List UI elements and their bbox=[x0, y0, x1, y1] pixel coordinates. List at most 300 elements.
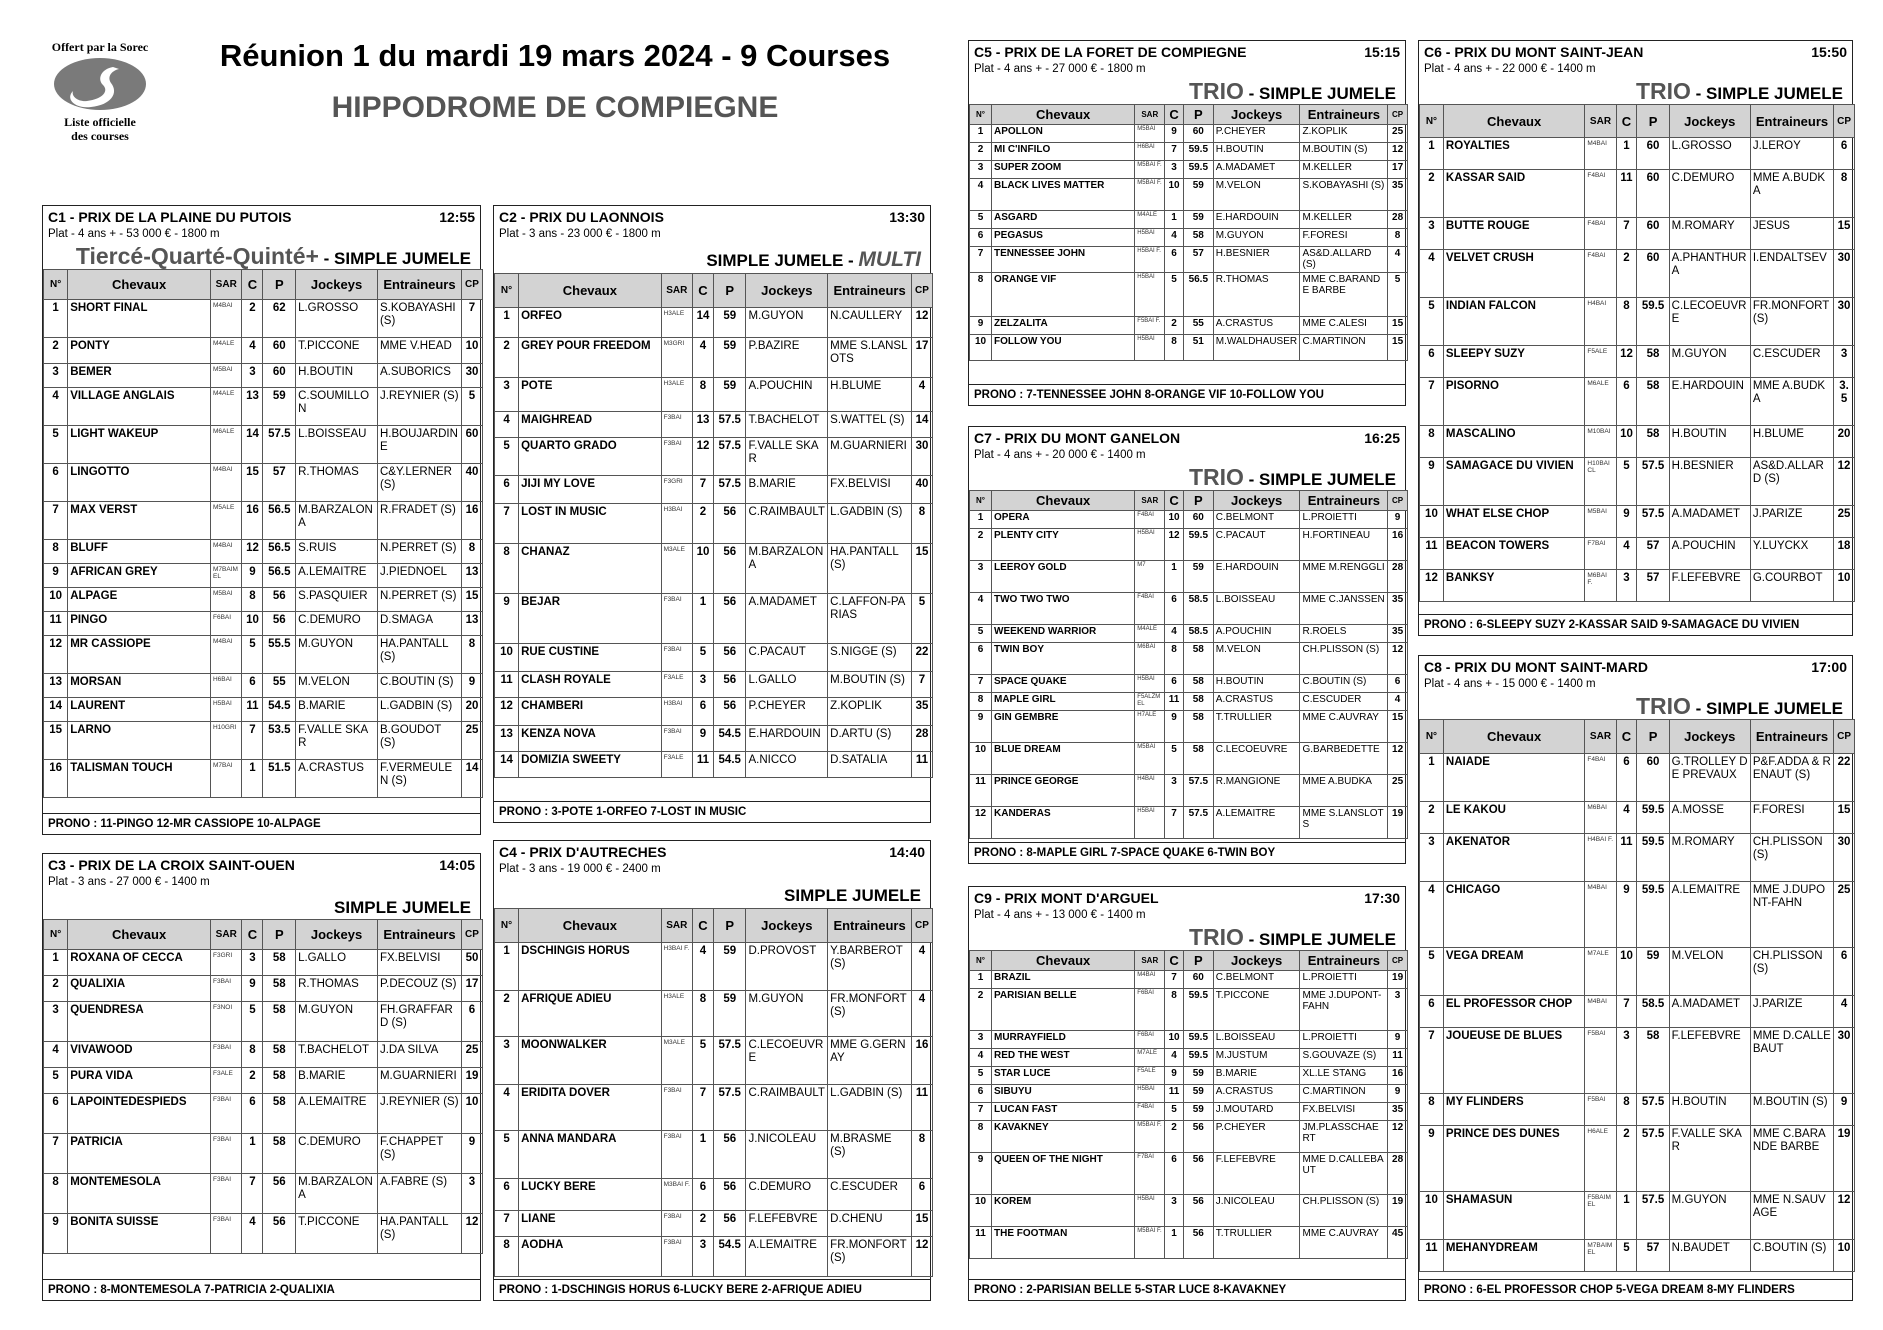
stall: 5 bbox=[692, 1037, 713, 1085]
sex-age-coat: H5BAI bbox=[1135, 229, 1165, 247]
trainer: MME J.DUPONT-FAHN bbox=[1750, 882, 1833, 948]
weight: 60 bbox=[1637, 250, 1669, 298]
runner-number: 10 bbox=[970, 743, 992, 775]
race-time: 12:55 bbox=[439, 209, 475, 225]
col-header-num: N° bbox=[1420, 720, 1444, 754]
col-header-trainer: Entraineurs bbox=[1300, 491, 1388, 511]
jockey: B.MARIE bbox=[1213, 1067, 1300, 1085]
sex-age-coat: M4ALE bbox=[1135, 625, 1165, 643]
horse-name: ORANGE VIF bbox=[992, 273, 1135, 317]
race-card-c3 bbox=[42, 853, 481, 1301]
weight: 60 bbox=[1637, 170, 1669, 218]
runners-table bbox=[43, 269, 483, 798]
odds: 11 bbox=[911, 752, 932, 778]
prono: PRONO : 3-POTE 1-ORFEO 7-LOST IN MUSIC bbox=[494, 801, 930, 822]
col-header-sar: SAR bbox=[1585, 720, 1616, 754]
stall: 3 bbox=[1165, 1195, 1184, 1227]
odds: 7 bbox=[911, 672, 932, 698]
weight: 56 bbox=[713, 1211, 746, 1237]
sorec-logo bbox=[40, 40, 160, 158]
jockey: P.CHEYER bbox=[746, 698, 828, 726]
stall: 5 bbox=[1165, 743, 1184, 775]
runner-number: 10 bbox=[495, 644, 519, 672]
col-header-c: C bbox=[1165, 105, 1184, 125]
stall: 12 bbox=[1616, 346, 1637, 378]
runner-number: 6 bbox=[970, 1085, 992, 1103]
odds: 15 bbox=[1834, 218, 1855, 250]
weight: 57.5 bbox=[263, 426, 296, 464]
weight: 56.5 bbox=[263, 564, 296, 588]
horse-name: CLASH ROYALE bbox=[519, 672, 662, 698]
weight: 59 bbox=[1183, 561, 1213, 593]
trainer: Y.LUYCKX bbox=[1750, 538, 1833, 570]
horse-name: BRAZIL bbox=[992, 971, 1135, 989]
runner-row bbox=[1420, 458, 1855, 506]
odds: 4 bbox=[1834, 996, 1855, 1028]
runner-row bbox=[970, 743, 1408, 775]
jockey: C.RAIMBAULT bbox=[746, 504, 828, 544]
horse-name: LOST IN MUSIC bbox=[519, 504, 662, 544]
jockey: L.GALLO bbox=[296, 950, 378, 976]
trainer: FR.MONFORT (S) bbox=[1750, 298, 1833, 346]
runner-number: 12 bbox=[1420, 570, 1444, 602]
sex-age-coat: M5BAI bbox=[210, 588, 242, 612]
sex-age-coat: M4ALE bbox=[210, 388, 242, 426]
runner-number: 12 bbox=[970, 807, 992, 839]
prono: PRONO : 6-SLEEPY SUZY 2-KASSAR SAID 9-SAMAGACE DU VIVIEN bbox=[1419, 614, 1852, 635]
odds: 15 bbox=[1388, 317, 1408, 335]
runner-row bbox=[970, 989, 1408, 1031]
runner-number: 11 bbox=[970, 1227, 992, 1259]
horse-name: LAPOINTEDESPIEDS bbox=[68, 1094, 211, 1134]
jockey: C.BELMONT bbox=[1213, 971, 1300, 989]
col-header-trainer: Entraineurs bbox=[1300, 951, 1388, 971]
runner-number: 4 bbox=[495, 412, 519, 438]
sex-age-coat: F7BAI bbox=[1585, 538, 1616, 570]
odds: 7 bbox=[461, 300, 482, 338]
runner-row bbox=[970, 1153, 1408, 1195]
sex-age-coat: F3GRI bbox=[661, 476, 692, 504]
runner-row bbox=[1420, 346, 1855, 378]
bet-main: TRIO bbox=[1188, 78, 1244, 104]
race-name: C3 - PRIX DE LA CROIX SAINT-OUEN bbox=[48, 857, 295, 873]
runner-number: 1 bbox=[1420, 754, 1444, 802]
jockey: R.MANGIONE bbox=[1213, 775, 1300, 807]
stall: 9 bbox=[1616, 506, 1637, 538]
odds: 5 bbox=[911, 594, 932, 644]
runner-number: 6 bbox=[495, 1179, 519, 1211]
odds: 30 bbox=[1834, 298, 1855, 346]
stall: 1 bbox=[692, 1131, 713, 1179]
table-header-row bbox=[970, 105, 1408, 125]
jockey: J.MOUTARD bbox=[1213, 1103, 1300, 1121]
runner-row bbox=[495, 1037, 933, 1085]
horse-name: DOMIZIA SWEETY bbox=[519, 752, 662, 778]
horse-name: PATRICIA bbox=[68, 1134, 211, 1174]
weight: 57.5 bbox=[713, 412, 746, 438]
runner-number: 2 bbox=[970, 143, 992, 161]
runner-row bbox=[44, 1068, 483, 1094]
odds: 3 bbox=[1388, 989, 1408, 1031]
race-name: C4 - PRIX D'AUTRECHES bbox=[499, 844, 667, 860]
weight: 56 bbox=[713, 544, 746, 594]
odds: 5 bbox=[1388, 273, 1408, 317]
stall: 9 bbox=[1165, 125, 1184, 143]
jockey: F.LEFEBVRE bbox=[1669, 570, 1750, 602]
runner-row bbox=[495, 308, 933, 338]
trainer: J.LEROY bbox=[1750, 138, 1833, 170]
race-info: Plat - 3 ans - 27 000 € - 1400 m bbox=[48, 876, 210, 888]
horse-name: TWIN BOY bbox=[992, 643, 1135, 675]
jockey: M.GUYON bbox=[296, 1002, 378, 1042]
runner-number: 3 bbox=[1420, 834, 1444, 882]
runner-row bbox=[970, 1103, 1408, 1121]
trainer: S.KOBAYASHI (S) bbox=[377, 300, 461, 338]
stall: 8 bbox=[692, 991, 713, 1037]
trainer: L.PROIETTI bbox=[1300, 971, 1388, 989]
horse-name: PLENTY CITY bbox=[992, 529, 1135, 561]
prono: PRONO : 1-DSCHINGIS HORUS 6-LUCKY BERE 2-AFRIQUE ADIEU bbox=[494, 1279, 930, 1300]
stall: 1 bbox=[1616, 1192, 1637, 1240]
stall: 10 bbox=[1616, 426, 1637, 458]
horse-name: LUCAN FAST bbox=[992, 1103, 1135, 1121]
runner-number: 5 bbox=[44, 426, 68, 464]
trainer: S.NIGGE (S) bbox=[828, 644, 912, 672]
stall: 3 bbox=[692, 1237, 713, 1277]
stall: 4 bbox=[692, 338, 713, 378]
race-time: 16:25 bbox=[1364, 430, 1400, 446]
odds: 25 bbox=[1388, 775, 1408, 807]
jockey: A.MADAMET bbox=[746, 594, 828, 644]
weight: 59.5 bbox=[1637, 882, 1669, 948]
weight: 58.5 bbox=[1637, 996, 1669, 1028]
trainer: MME A.BUDKA bbox=[1750, 378, 1833, 426]
stall: 6 bbox=[1616, 754, 1637, 802]
stall: 2 bbox=[1165, 1121, 1184, 1153]
trainer: C.LAFFON-PARIAS bbox=[828, 594, 912, 644]
runner-number: 12 bbox=[495, 698, 519, 726]
runner-number: 4 bbox=[970, 1049, 992, 1067]
col-header-num: N° bbox=[44, 270, 68, 300]
runner-row bbox=[44, 1214, 483, 1254]
col-header-trainer: Entraineurs bbox=[828, 274, 912, 308]
runner-number: 3 bbox=[44, 1002, 68, 1042]
trainer: C.MARTINON bbox=[1300, 335, 1388, 361]
horse-name: KAVAKNEY bbox=[992, 1121, 1135, 1153]
horse-name: AODHA bbox=[519, 1237, 662, 1277]
sex-age-coat: H3ALE bbox=[661, 308, 692, 338]
sex-age-coat: M4ALE bbox=[1135, 211, 1165, 229]
sex-age-coat: M3ALE bbox=[661, 1037, 692, 1085]
odds: 9 bbox=[1388, 1085, 1408, 1103]
runner-number: 1 bbox=[1420, 138, 1444, 170]
trainer: N.PERRET (S) bbox=[377, 588, 461, 612]
horse-name: MY FLINDERS bbox=[1443, 1094, 1585, 1126]
runner-row bbox=[970, 675, 1408, 693]
odds: 12 bbox=[461, 1214, 482, 1254]
runner-row bbox=[44, 698, 483, 722]
col-header-jockey: Jockeys bbox=[1213, 491, 1300, 511]
weight: 58.5 bbox=[1183, 625, 1213, 643]
trainer: G.COURBOT bbox=[1750, 570, 1833, 602]
odds: 12 bbox=[1388, 743, 1408, 775]
weight: 57.5 bbox=[713, 1037, 746, 1085]
weight: 55.5 bbox=[263, 636, 296, 674]
jockey: M.GUYON bbox=[1669, 346, 1750, 378]
odds: 30 bbox=[1834, 834, 1855, 882]
runner-number: 11 bbox=[1420, 1240, 1444, 1272]
horse-name: NAIADE bbox=[1443, 754, 1585, 802]
prono: PRONO : 11-PINGO 12-MR CASSIOPE 10-ALPAGE bbox=[43, 813, 480, 834]
runner-row bbox=[44, 976, 483, 1002]
horse-name: GREY POUR FREEDOM bbox=[519, 338, 662, 378]
weight: 51 bbox=[1183, 335, 1213, 361]
odds: 22 bbox=[1834, 754, 1855, 802]
weight: 56 bbox=[713, 1179, 746, 1211]
horse-name: CHICAGO bbox=[1443, 882, 1585, 948]
race-name: C6 - PRIX DU MONT SAINT-JEAN bbox=[1424, 44, 1644, 60]
sex-age-coat: M7BAIM EL bbox=[1585, 1240, 1616, 1272]
bet-multi: MULTI bbox=[858, 248, 921, 271]
runner-row bbox=[495, 991, 933, 1037]
odds: 30 bbox=[1834, 1028, 1855, 1094]
runner-row bbox=[970, 161, 1408, 179]
runner-number: 2 bbox=[495, 338, 519, 378]
runner-row bbox=[970, 1085, 1408, 1103]
col-header-trainer: Entraineurs bbox=[377, 270, 461, 300]
col-header-horse: Chevaux bbox=[519, 909, 662, 943]
trainer: D.SMAGA bbox=[377, 612, 461, 636]
odds: 17 bbox=[911, 338, 932, 378]
runner-number: 7 bbox=[44, 502, 68, 540]
col-header-cp: CP bbox=[1388, 105, 1408, 125]
weight: 56 bbox=[1183, 1153, 1213, 1195]
stall: 5 bbox=[1616, 458, 1637, 506]
sex-age-coat: M3ALE bbox=[661, 544, 692, 594]
stall: 2 bbox=[242, 1068, 263, 1094]
runner-row bbox=[44, 540, 483, 564]
sex-age-coat: F3BAI bbox=[661, 438, 692, 476]
col-header-p: P bbox=[1183, 105, 1213, 125]
horse-name: AFRIQUE ADIEU bbox=[519, 991, 662, 1037]
runner-row bbox=[495, 378, 933, 412]
jockey: L.GROSSO bbox=[1669, 138, 1750, 170]
stall: 13 bbox=[242, 388, 263, 426]
runner-number: 9 bbox=[970, 317, 992, 335]
stall: 4 bbox=[1616, 802, 1637, 834]
stall: 6 bbox=[242, 674, 263, 698]
weight: 57.5 bbox=[713, 1085, 746, 1131]
stall: 4 bbox=[1616, 538, 1637, 570]
trainer: R.FRADET (S) bbox=[377, 502, 461, 540]
horse-name: QUARTO GRADO bbox=[519, 438, 662, 476]
horse-name: MR CASSIOPE bbox=[68, 636, 211, 674]
stall: 6 bbox=[1165, 1153, 1184, 1195]
horse-name: SHORT FINAL bbox=[68, 300, 211, 338]
jockey: P.BAZIRE bbox=[746, 338, 828, 378]
weight: 62 bbox=[263, 300, 296, 338]
jockey: H.BOUTIN bbox=[1213, 675, 1300, 693]
horse-name: TENNESSEE JOHN bbox=[992, 247, 1135, 273]
stall: 2 bbox=[1616, 250, 1637, 298]
weight: 59.5 bbox=[1637, 834, 1669, 882]
runner-row bbox=[970, 317, 1408, 335]
horse-name: ANNA MANDARA bbox=[519, 1131, 662, 1179]
runner-row bbox=[970, 643, 1408, 675]
jockey: C.BELMONT bbox=[1213, 511, 1300, 529]
horse-name: ALPAGE bbox=[68, 588, 211, 612]
runner-row bbox=[970, 247, 1408, 273]
stall: 3 bbox=[692, 672, 713, 698]
runner-row bbox=[44, 1042, 483, 1068]
trainer: L.GADBIN (S) bbox=[828, 504, 912, 544]
trainer: C.ESCUDER bbox=[828, 1179, 912, 1211]
trainer: M.BRASME (S) bbox=[828, 1131, 912, 1179]
weight: 60 bbox=[1637, 138, 1669, 170]
race-name: C5 - PRIX DE LA FORET DE COMPIEGNE bbox=[974, 44, 1247, 60]
jockey: A.NICCO bbox=[746, 752, 828, 778]
runner-number: 11 bbox=[1420, 538, 1444, 570]
odds: 19 bbox=[1388, 807, 1408, 839]
bet-main: TRIO bbox=[1635, 693, 1691, 719]
runner-row bbox=[495, 1179, 933, 1211]
bet-label: - SIMPLE JUMELE bbox=[318, 249, 471, 268]
stall: 5 bbox=[1616, 1240, 1637, 1272]
odds: 14 bbox=[461, 760, 482, 798]
runner-row bbox=[44, 364, 483, 388]
runner-number: 8 bbox=[44, 540, 68, 564]
stall: 1 bbox=[242, 1134, 263, 1174]
jockey: C.SOUMILLON bbox=[296, 388, 378, 426]
jockey: M.GUYON bbox=[1669, 1192, 1750, 1240]
stall: 11 bbox=[1165, 693, 1184, 711]
jockey: A.MADAMET bbox=[1213, 161, 1300, 179]
runner-row bbox=[495, 1131, 933, 1179]
sex-age-coat: H4BAI bbox=[1135, 775, 1165, 807]
odds: 13 bbox=[461, 612, 482, 636]
horse-name: WEEKEND WARRIOR bbox=[992, 625, 1135, 643]
horse-name: KOREM bbox=[992, 1195, 1135, 1227]
table-header-row bbox=[970, 951, 1408, 971]
sex-age-coat: M4BAI bbox=[1585, 138, 1616, 170]
runner-row bbox=[1420, 250, 1855, 298]
horse-name: PEGASUS bbox=[992, 229, 1135, 247]
trainer: HA.PANTALL (S) bbox=[828, 544, 912, 594]
odds: 14 bbox=[911, 412, 932, 438]
runner-number: 15 bbox=[44, 722, 68, 760]
sex-age-coat: M5BAI F. bbox=[1135, 179, 1165, 211]
stall: 12 bbox=[242, 540, 263, 564]
odds: 28 bbox=[1388, 211, 1408, 229]
horse-name: VELVET CRUSH bbox=[1443, 250, 1585, 298]
sex-age-coat: F6BAI bbox=[1135, 1031, 1165, 1049]
jockey: M.VELON bbox=[1213, 643, 1300, 675]
jockey: C.LECOEUVRE bbox=[1213, 743, 1300, 775]
sex-age-coat: M10BAI bbox=[1585, 426, 1616, 458]
stall: 8 bbox=[242, 588, 263, 612]
runner-number: 7 bbox=[1420, 1028, 1444, 1094]
runners-table bbox=[969, 950, 1408, 1259]
jockey: F.VALLE SKAR bbox=[296, 722, 378, 760]
col-header-trainer: Entraineurs bbox=[1750, 720, 1833, 754]
race-header bbox=[494, 841, 930, 861]
odds: 11 bbox=[911, 1085, 932, 1131]
race-card-c5 bbox=[968, 40, 1406, 406]
stall: 1 bbox=[1165, 211, 1184, 229]
odds: 6 bbox=[1834, 948, 1855, 996]
horse-name: MAIGHREAD bbox=[519, 412, 662, 438]
stall: 8 bbox=[1165, 643, 1184, 675]
jockey: H.BESNIER bbox=[1213, 247, 1300, 273]
jockey: P.CHEYER bbox=[1213, 1121, 1300, 1153]
odds: 3 bbox=[461, 1174, 482, 1214]
odds: 15 bbox=[911, 544, 932, 594]
col-header-c: C bbox=[242, 920, 263, 950]
horse-name: EL PROFESSOR CHOP bbox=[1443, 996, 1585, 1028]
horse-name: MONTEMESOLA bbox=[68, 1174, 211, 1214]
race-time: 17:00 bbox=[1811, 659, 1847, 675]
sex-age-coat: H5BAI bbox=[1135, 273, 1165, 317]
weight: 58 bbox=[263, 1042, 296, 1068]
weight: 59 bbox=[263, 388, 296, 426]
runner-number: 4 bbox=[1420, 250, 1444, 298]
race-card-c7 bbox=[968, 426, 1406, 864]
stall: 5 bbox=[1165, 273, 1184, 317]
trainer: L.PROIETTI bbox=[1300, 1031, 1388, 1049]
weight: 58.5 bbox=[1183, 593, 1213, 625]
trainer: MME D.CALLEBAUT bbox=[1300, 1153, 1388, 1195]
jockey: P.CHEYER bbox=[1213, 125, 1300, 143]
horse-name: TALISMAN TOUCH bbox=[68, 760, 211, 798]
col-header-p: P bbox=[713, 274, 746, 308]
horse-name: VIVAWOOD bbox=[68, 1042, 211, 1068]
runner-row bbox=[44, 612, 483, 636]
trainer: M.GUARNIERI bbox=[377, 1068, 461, 1094]
runner-number: 6 bbox=[1420, 346, 1444, 378]
weight: 57.5 bbox=[1637, 1094, 1669, 1126]
col-header-cp: CP bbox=[911, 909, 932, 943]
jockey: D.PROVOST bbox=[746, 943, 828, 991]
runner-number: 7 bbox=[44, 1134, 68, 1174]
sex-age-coat: F5ALE bbox=[1585, 346, 1616, 378]
odds: 20 bbox=[461, 698, 482, 722]
trainer: HA.PANTALL (S) bbox=[377, 1214, 461, 1254]
odds: 35 bbox=[1388, 625, 1408, 643]
sex-age-coat: F4BAI bbox=[1585, 754, 1616, 802]
sex-age-coat: F6BAI bbox=[1135, 989, 1165, 1031]
jockey: C.DEMURO bbox=[746, 1179, 828, 1211]
col-header-cp: CP bbox=[911, 274, 932, 308]
odds: 10 bbox=[461, 338, 482, 364]
stall: 6 bbox=[1165, 593, 1184, 625]
odds: 15 bbox=[1834, 802, 1855, 834]
horse-name: BANKSY bbox=[1443, 570, 1585, 602]
prono: PRONO : 8-MONTEMESOLA 7-PATRICIA 2-QUALIXIA bbox=[43, 1279, 480, 1300]
horse-name: PINGO bbox=[68, 612, 211, 636]
stall: 5 bbox=[1165, 1103, 1184, 1121]
stall: 7 bbox=[242, 722, 263, 760]
prono: PRONO : 7-TENNESSEE JOHN 8-ORANGE VIF 10-FOLLOW YOU bbox=[969, 384, 1405, 405]
race-header bbox=[969, 427, 1405, 447]
odds: 6 bbox=[1834, 138, 1855, 170]
runner-row bbox=[1420, 506, 1855, 538]
col-header-horse: Chevaux bbox=[68, 270, 211, 300]
runner-row bbox=[495, 1085, 933, 1131]
jockey: A.POUCHIN bbox=[1213, 625, 1300, 643]
weight: 57.5 bbox=[1637, 458, 1669, 506]
runner-number: 7 bbox=[495, 504, 519, 544]
col-header-horse: Chevaux bbox=[1443, 720, 1585, 754]
